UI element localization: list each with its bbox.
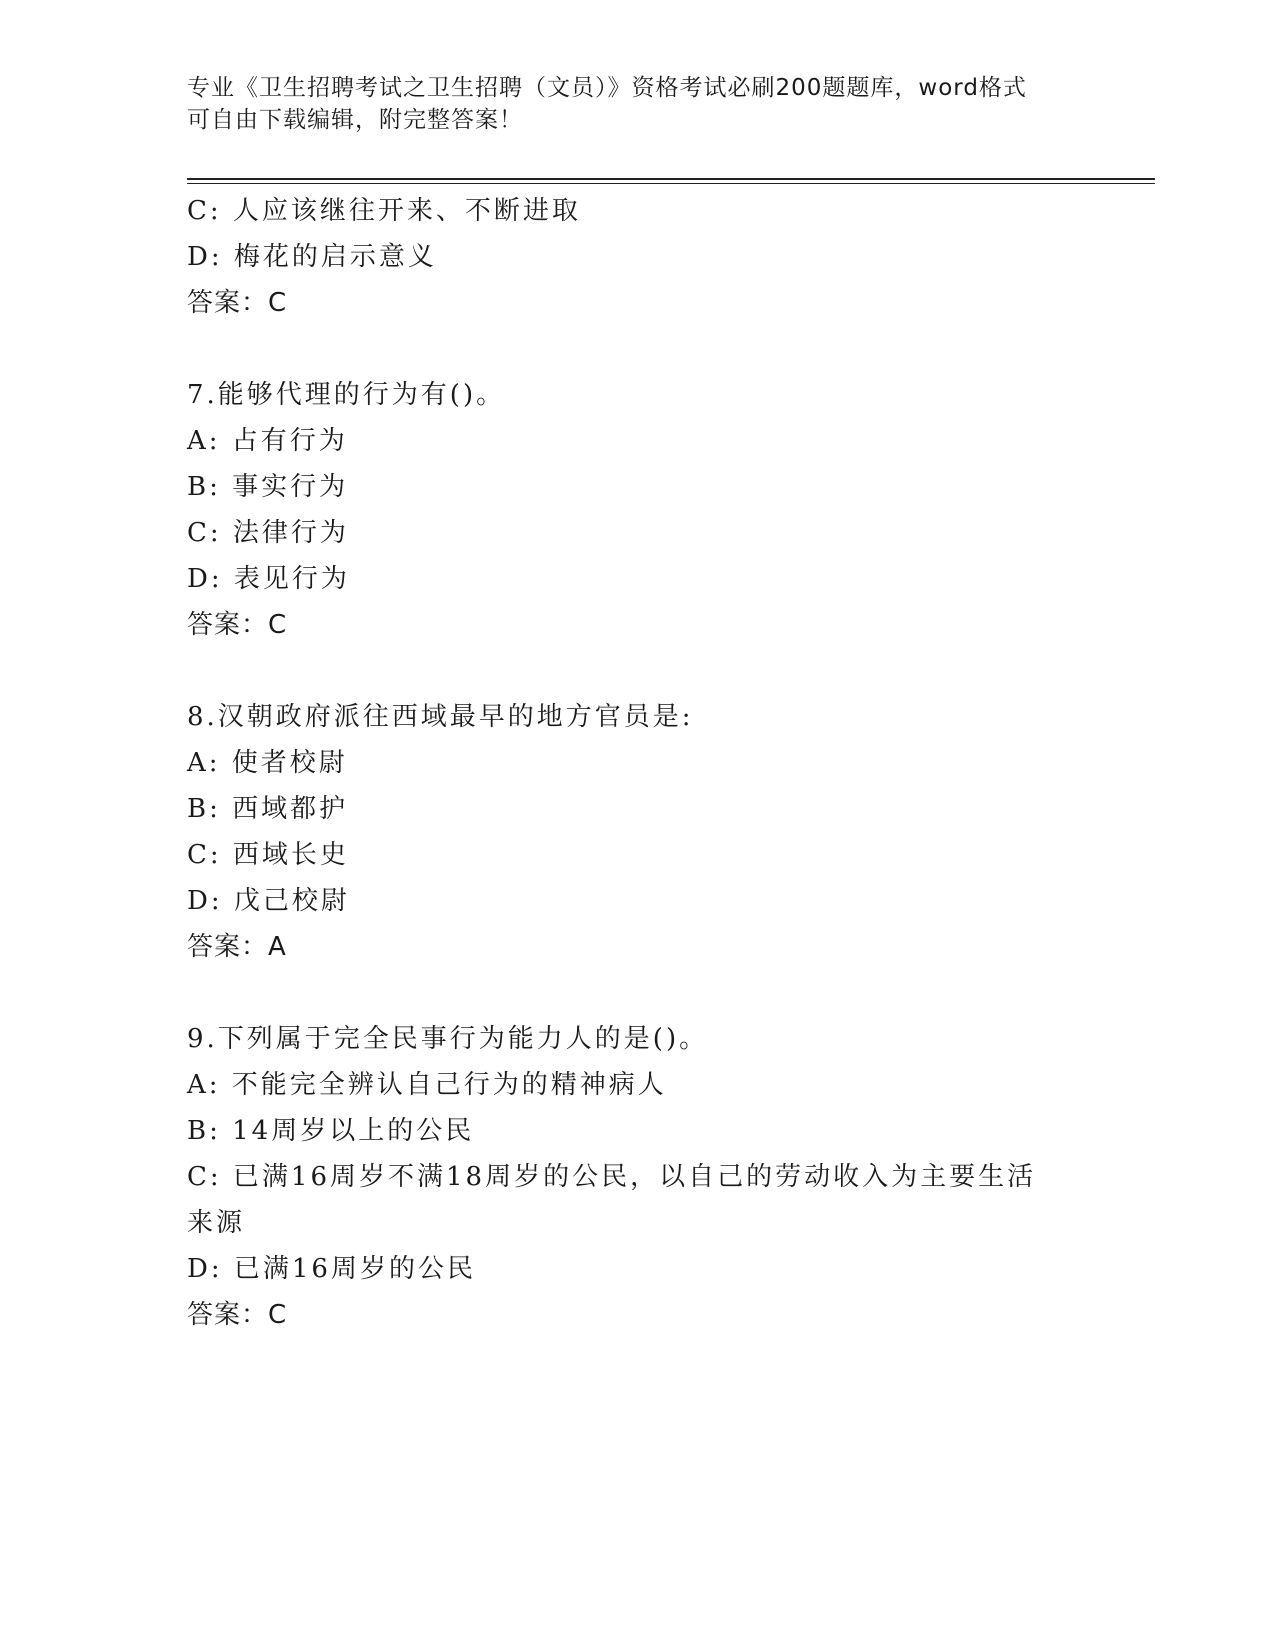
answer: 答案：C xyxy=(187,288,288,318)
header-rule-thin xyxy=(187,183,1155,184)
option-c: C: 人应该继往开来、不断进取 xyxy=(187,196,581,226)
question-7 xyxy=(187,372,1087,648)
question-8 xyxy=(187,694,1087,970)
answer: 答案：C xyxy=(187,1300,288,1330)
question-9 xyxy=(187,1016,1087,1338)
option-a: A: 使者校尉 xyxy=(187,748,348,778)
header-rule-thick xyxy=(187,178,1155,180)
answer: 答案：C xyxy=(187,610,288,640)
question-stem: 8.汉朝政府派往西域最早的地方官员是: xyxy=(187,702,694,732)
question-stem: 7.能够代理的行为有()。 xyxy=(187,380,506,410)
option-c: C: 已满16周岁不满18周岁的公民，以自己的劳动收入为主要生活来源 xyxy=(187,1162,1037,1238)
header-line-2: 可自由下载编辑，附完整答案！ xyxy=(187,107,523,133)
header-line-1: 专业《卫生招聘考试之卫生招聘（文员）》资格考试必刷200题题库，word格式 xyxy=(187,75,1027,101)
question-6-partial xyxy=(187,188,1087,326)
option-d: D: 梅花的启示意义 xyxy=(187,242,437,272)
option-b: B: 西域都护 xyxy=(187,794,349,824)
document-header xyxy=(187,72,1067,136)
option-b: B: 事实行为 xyxy=(187,472,349,502)
answer: 答案：A xyxy=(187,932,287,962)
option-d: D: 表见行为 xyxy=(187,564,350,594)
option-d: D: 戊己校尉 xyxy=(187,886,350,916)
option-a: A: 不能完全辨认自己行为的精神病人 xyxy=(187,1070,667,1100)
option-d: D: 已满16周岁的公民 xyxy=(187,1254,476,1284)
option-c: C: 西域长史 xyxy=(187,840,349,870)
option-c: C: 法律行为 xyxy=(187,518,349,548)
option-b: B: 14周岁以上的公民 xyxy=(187,1116,475,1146)
question-stem: 9.下列属于完全民事行为能力人的是()。 xyxy=(187,1024,709,1054)
document-body xyxy=(187,188,1087,1338)
option-a: A: 占有行为 xyxy=(187,426,348,456)
